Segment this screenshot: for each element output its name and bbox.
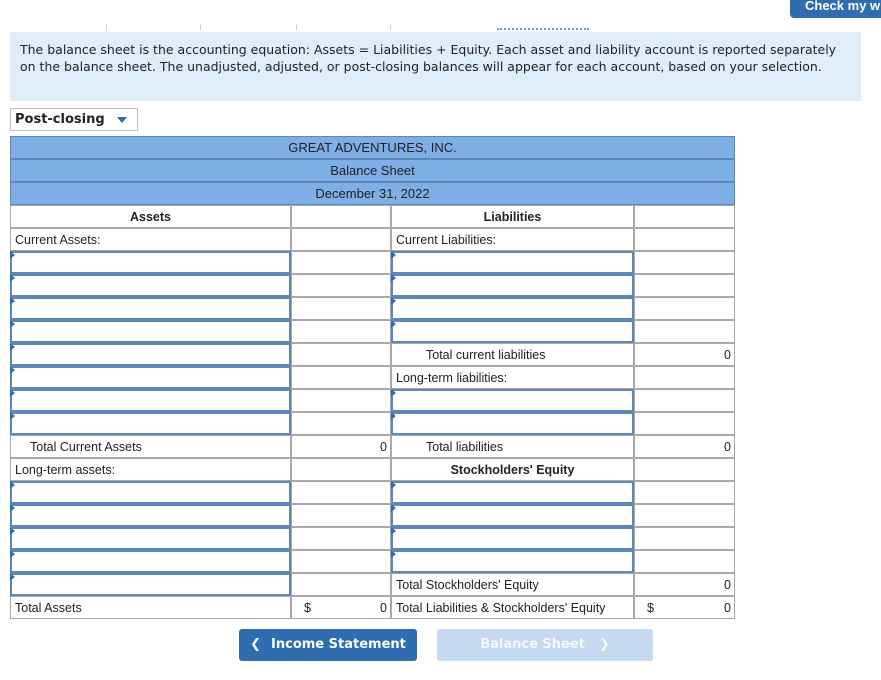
chevron-left-icon: ❮ [250, 637, 262, 652]
current-assets-label: Current Assets: [10, 228, 291, 251]
current-asset-account-input[interactable] [10, 320, 291, 343]
prev-income-statement-button[interactable] [239, 629, 417, 661]
long-term-asset-amount-cell[interactable] [291, 504, 391, 527]
current-liabilities-label-amount [634, 228, 735, 251]
current-asset-amount-cell[interactable] [291, 297, 391, 320]
instructions-text: The balance sheet is the accounting equation: Assets = Liabilities + Equity. Each asset and liability account is reported separately on the balance sheet. The unadjusted, adjusted, or post-closing balances will appear for each account, based on your selection. [10, 32, 861, 101]
current-liability-account-input[interactable] [391, 297, 634, 320]
current-liability-amount-cell[interactable] [634, 320, 735, 343]
current-liability-account-input[interactable] [391, 320, 634, 343]
total-current-assets-value: 0 [291, 435, 391, 458]
current-asset-amount-cell[interactable] [291, 343, 391, 366]
equity-account-input[interactable] [391, 481, 634, 504]
assets-header-amount [291, 205, 391, 228]
next-balance-sheet-button[interactable] [437, 629, 653, 661]
total-stockholders-equity-label: Total Stockholders' Equity [391, 573, 634, 596]
long-term-assets-label-amount [291, 458, 391, 481]
equity-amount-cell[interactable] [634, 481, 735, 504]
total-liabilities-equity-amount-cell [634, 596, 735, 619]
current-asset-amount-cell[interactable] [291, 412, 391, 435]
current-asset-account-input[interactable] [10, 389, 291, 412]
current-assets-label-amount [291, 228, 391, 251]
long-term-liabilities-label-amount [634, 366, 735, 389]
long-term-asset-account-input[interactable] [10, 550, 291, 573]
liabilities-header: Liabilities [391, 205, 634, 228]
long-term-asset-amount-cell[interactable] [291, 527, 391, 550]
assets-header: Assets [10, 205, 291, 228]
total-liabilities-label: Total liabilities [391, 435, 634, 458]
current-asset-amount-cell[interactable] [291, 251, 391, 274]
current-liability-amount-cell[interactable] [634, 251, 735, 274]
equity-amount-cell[interactable] [634, 550, 735, 573]
long-term-liability-amount-cell[interactable] [634, 412, 735, 435]
company-name: GREAT ADVENTURES, INC. [10, 136, 735, 159]
total-stockholders-equity-value: 0 [634, 573, 735, 596]
current-liability-amount-cell[interactable] [634, 297, 735, 320]
total-assets-value: 0 [380, 601, 387, 615]
current-asset-account-input[interactable] [10, 412, 291, 435]
total-liabilities-equity-value: 0 [724, 601, 731, 615]
long-term-liability-account-input[interactable] [391, 412, 634, 435]
total-current-liabilities-value: 0 [634, 343, 735, 366]
balance-type-value: Post-closing [15, 112, 105, 127]
liabilities-header-amount [634, 205, 735, 228]
long-term-liability-amount-cell[interactable] [634, 389, 735, 412]
prev-button-label: Income Statement [271, 637, 406, 652]
long-term-asset-account-input[interactable] [10, 527, 291, 550]
total-current-liabilities-label: Total current liabilities [391, 343, 634, 366]
total-assets-label: Total Assets [10, 596, 291, 619]
equity-account-input[interactable] [391, 504, 634, 527]
current-asset-account-input[interactable] [10, 343, 291, 366]
current-liability-amount-cell[interactable] [634, 274, 735, 297]
current-asset-account-input[interactable] [10, 297, 291, 320]
long-term-asset-account-input[interactable] [10, 481, 291, 504]
top-tab-rule [10, 24, 590, 32]
current-asset-amount-cell[interactable] [291, 389, 391, 412]
next-button-label: Balance Sheet [480, 637, 585, 652]
total-current-assets-label: Total Current Assets [10, 435, 291, 458]
current-asset-account-input[interactable] [10, 274, 291, 297]
equity-amount-cell[interactable] [634, 504, 735, 527]
current-asset-account-input[interactable] [10, 366, 291, 389]
current-asset-amount-cell[interactable] [291, 366, 391, 389]
current-asset-amount-cell[interactable] [291, 274, 391, 297]
total-liabilities-value: 0 [634, 435, 735, 458]
current-liability-account-input[interactable] [391, 274, 634, 297]
current-liability-account-input[interactable] [391, 251, 634, 274]
equity-account-input[interactable] [391, 527, 634, 550]
stockholders-equity-header: Stockholders' Equity [391, 458, 634, 481]
long-term-liabilities-label: Long-term liabilities: [391, 366, 634, 389]
caret-down-icon [117, 117, 127, 123]
total-liabilities-equity-label: Total Liabilities & Stockholders' Equity [391, 596, 634, 619]
balance-type-select[interactable] [10, 108, 138, 131]
balance-sheet-table [10, 136, 735, 619]
stockholders-equity-header-amount [634, 458, 735, 481]
long-term-asset-amount-cell[interactable] [291, 550, 391, 573]
chevron-right-icon: ❯ [598, 637, 610, 652]
long-term-asset-amount-cell[interactable] [291, 481, 391, 504]
current-asset-account-input[interactable] [10, 251, 291, 274]
check-my-work-button[interactable]: Check my w [790, 0, 881, 18]
sheet-date: December 31, 2022 [10, 182, 735, 205]
long-term-assets-label: Long-term assets: [10, 458, 291, 481]
long-term-asset-amount-cell[interactable] [291, 573, 391, 596]
equity-amount-cell[interactable] [634, 527, 735, 550]
long-term-asset-account-input[interactable] [10, 504, 291, 527]
sheet-title: Balance Sheet [10, 159, 735, 182]
current-asset-amount-cell[interactable] [291, 320, 391, 343]
total-liabilities-equity-currency: $ [647, 601, 654, 615]
long-term-asset-account-input[interactable] [10, 573, 291, 596]
equity-account-input[interactable] [391, 550, 634, 573]
long-term-liability-account-input[interactable] [391, 389, 634, 412]
total-assets-currency: $ [304, 601, 311, 615]
current-liabilities-label: Current Liabilities: [391, 228, 634, 251]
total-assets-amount-cell [291, 596, 391, 619]
